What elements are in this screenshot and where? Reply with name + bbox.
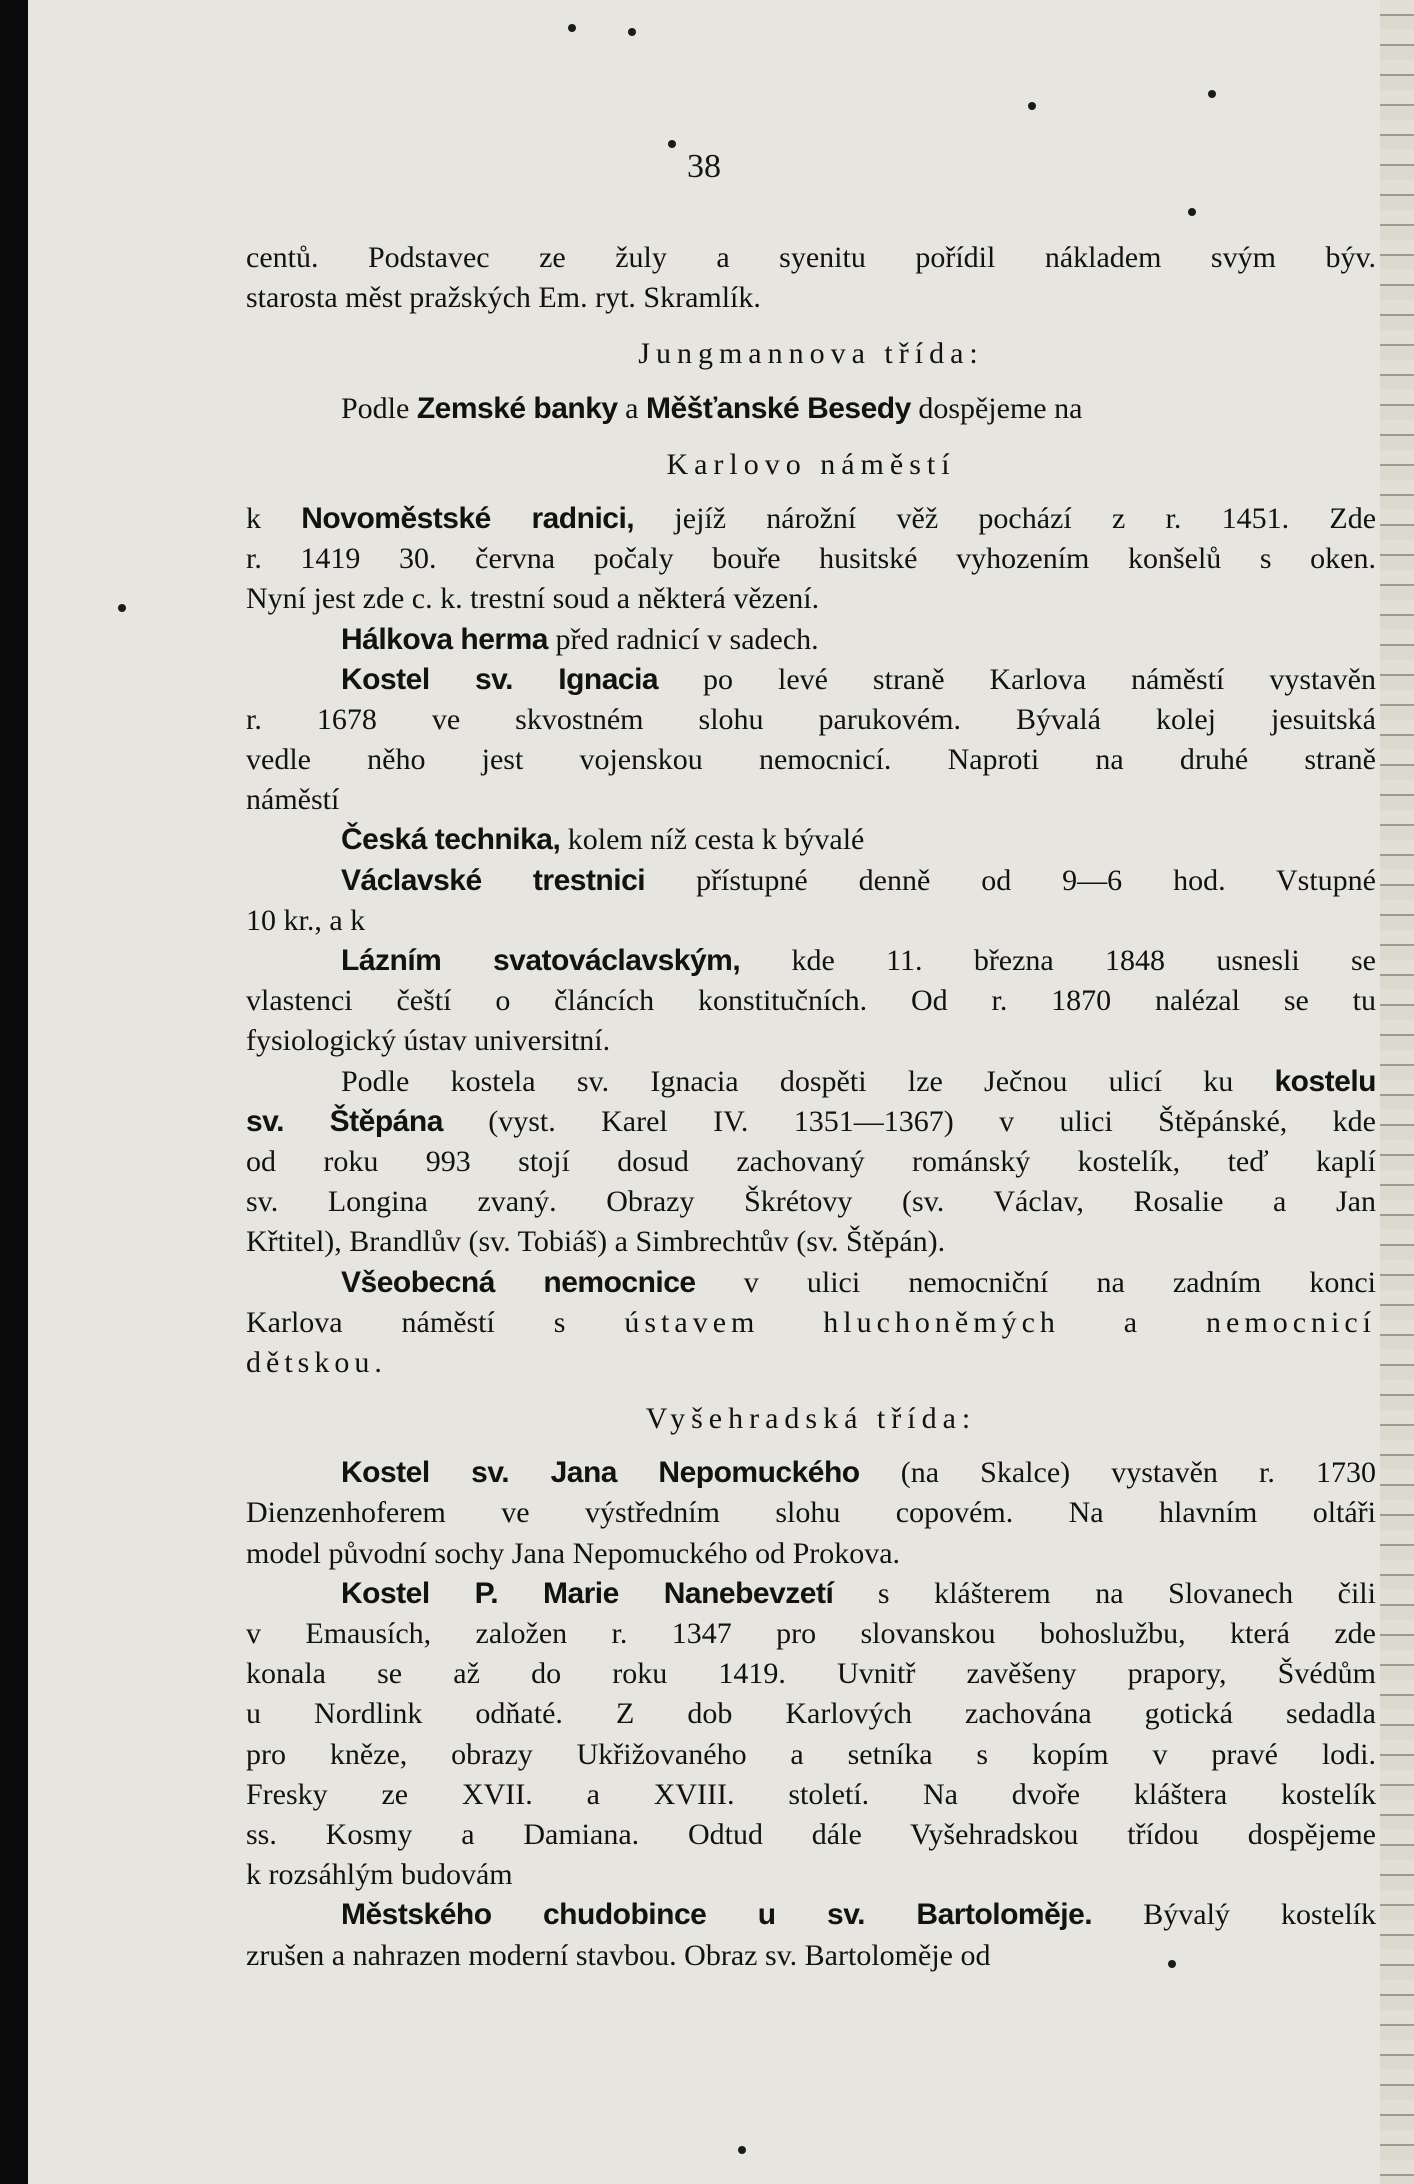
- text-line: [246, 1021, 1376, 1061]
- bold-term: Novoměstské radnici,: [301, 501, 635, 535]
- text-run: 10 kr., a k: [246, 903, 366, 937]
- text-line: [246, 1574, 1376, 1614]
- bold-term: sv. Štěpána: [246, 1104, 443, 1138]
- text-run: centů. Podstavec ze žuly a syenitu pořídil nákladem svým býv.: [246, 241, 1376, 274]
- text-line: [246, 539, 1376, 579]
- text-line: [246, 1182, 1376, 1222]
- text-run: k rozsáhlým budovám: [246, 1858, 513, 1892]
- page-text: [246, 238, 1376, 1976]
- scan-speck: [118, 604, 126, 612]
- text-run: Karlova náměstí s: [246, 1305, 625, 1339]
- text-line: [246, 1343, 1376, 1383]
- scan-speck: [1168, 1960, 1176, 1968]
- text-line: [246, 700, 1376, 740]
- text-run: r. 1419 30. června počaly bouře husitské vyhozením konšelů s oken.: [246, 542, 1376, 576]
- text-run: r. 1678 ve skvostném slohu parukovém. Bývalá kolej jesuitská: [246, 702, 1376, 736]
- text-line: [246, 499, 1376, 539]
- text-line: [246, 1936, 1376, 1976]
- text-line: [246, 1735, 1376, 1775]
- bold-term: Zemské banky: [416, 391, 618, 425]
- text-line: [246, 660, 1376, 700]
- bold-term: Václavské trestnici: [341, 863, 646, 897]
- text-run: ústavem hluchoněmých a nemocnicí: [624, 1305, 1376, 1339]
- text-run: starosta měst pražských Em. ryt. Skramlík.: [246, 281, 761, 315]
- text-run: vedle něho jest vojenskou nemocnicí. Naproti na druhé straně: [246, 743, 1376, 777]
- text-line: [246, 941, 1376, 981]
- scan-speck: [668, 140, 676, 148]
- text-run: jejíž nárožní věž pochází z r. 1451. Zde: [634, 501, 1376, 535]
- text-line: [246, 1263, 1376, 1303]
- text-run: sv. Longina zvaný. Obrazy Škrétovy (sv. Václav, Rosalie a Jan: [246, 1185, 1376, 1219]
- paragraph: [246, 820, 1376, 860]
- text-run: náměstí: [246, 783, 340, 817]
- text-line: [246, 740, 1376, 780]
- text-run: dětskou.: [246, 1345, 387, 1379]
- bold-term: Kostel sv. Ignacia: [341, 662, 659, 696]
- text-run: (na Skalce) vystavěn r. 1730: [859, 1456, 1376, 1490]
- bold-term: Všeobecná nemocnice: [341, 1265, 696, 1299]
- text-line: [246, 1775, 1376, 1815]
- section-heading: Vyšehradská třída:: [645, 1402, 977, 1436]
- paragraph: [246, 1062, 1376, 1263]
- paragraph: [246, 1263, 1376, 1384]
- text-line: [246, 1222, 1376, 1262]
- text-run: ss. Kosmy a Damiana. Odtud dále Vyšehradskou třídou dospějeme: [246, 1817, 1376, 1851]
- text-line: [246, 620, 1376, 660]
- text-run: fysiologický ústav universitní.: [246, 1024, 611, 1058]
- text-line: [246, 820, 1376, 860]
- text-line: [246, 278, 1376, 318]
- page-edge: [1380, 0, 1414, 2184]
- text-run: (vyst. Karel IV. 1351—1367) v ulici Štěpánské, kde: [442, 1104, 1376, 1138]
- text-run: kolem níž cesta k bývalé: [560, 823, 865, 857]
- bold-term: Kostel sv. Jana Nepomuckého: [341, 1456, 860, 1490]
- text-line: [246, 901, 1376, 941]
- text-line: [246, 1453, 1376, 1493]
- text-line: [246, 1614, 1376, 1654]
- book-page: [28, 0, 1380, 2184]
- text-line: [246, 981, 1376, 1021]
- text-line: [246, 780, 1376, 820]
- paragraph: [246, 620, 1376, 660]
- text-run: Nyní jest zde c. k. trestní soud a některá vězení.: [246, 582, 820, 616]
- paragraph: [246, 499, 1376, 620]
- text-run: kde 11. března 1848 usnesli se: [740, 944, 1376, 977]
- text-run: přístupné denně od 9—6 hod. Vstupné: [645, 863, 1376, 897]
- bold-term: Měšťanské Besedy: [645, 391, 911, 425]
- text-run: Podle kostela sv. Ignacia dospěti lze Ječnou ulicí ku: [341, 1064, 1275, 1098]
- text-run: po levé straně Karlova náměstí vystavěn: [658, 662, 1376, 696]
- paragraph: [246, 861, 1376, 941]
- bold-term: Městského chudobince u sv. Bartoloměje.: [341, 1898, 1093, 1932]
- text-line: [246, 1493, 1376, 1533]
- text-run: konala se až do roku 1419. Uvnitř zavěšeny prapory, Švédům: [246, 1657, 1376, 1691]
- paragraph: [246, 941, 1376, 1062]
- text-run: před radnicí v sadech.: [547, 622, 819, 656]
- text-run: pro kněze, obrazy Ukřižovaného a setníka s kopím v pravé lodi.: [246, 1737, 1376, 1771]
- text-line: [246, 861, 1376, 901]
- text-line: [246, 1303, 1376, 1343]
- text-run: model původní sochy Jana Nepomuckého od Prokova.: [246, 1536, 901, 1570]
- text-line: [246, 1694, 1376, 1734]
- bold-term: Lázním svatováclavským,: [341, 944, 741, 977]
- paragraph: [246, 1453, 1376, 1574]
- text-run: dospějeme na: [910, 391, 1083, 425]
- text-run: v ulici nemocniční na zadním konci: [695, 1265, 1376, 1299]
- section-heading: Karlovo náměstí: [666, 447, 956, 481]
- text-line: [246, 1102, 1376, 1142]
- bold-term: Kostel P. Marie Nanebevzetí: [341, 1576, 834, 1610]
- paragraph: [246, 238, 1376, 318]
- bold-term: kostelu: [1274, 1064, 1376, 1098]
- scan-speck: [1188, 208, 1196, 216]
- paragraph: [246, 660, 1376, 821]
- text-run: Podle: [341, 391, 417, 425]
- text-run: Bývalý kostelík: [1092, 1898, 1376, 1932]
- text-run: u Nordlink odňaté. Z dob Karlových zachována gotická sedadla: [246, 1697, 1376, 1731]
- text-line: [246, 1142, 1376, 1182]
- text-line: [246, 238, 1376, 278]
- text-run: od roku 993 stojí dosud zachovaný románský kostelík, teď kaplí: [246, 1144, 1376, 1178]
- text-line: [246, 579, 1376, 619]
- text-run: Fresky ze XVII. a XVIII. století. Na dvoře kláštera kostelík: [246, 1777, 1376, 1811]
- text-line: [246, 1534, 1376, 1574]
- text-line: [246, 1062, 1376, 1102]
- text-run: vlastenci čeští o článcích konstitučních. Od r. 1870 nalézal se tu: [246, 984, 1376, 1018]
- page-number: 38: [687, 148, 721, 185]
- text-run: v Emausích, založen r. 1347 pro slovanskou bohoslužbu, která zde: [246, 1617, 1376, 1650]
- bold-term: Hálkova herma: [341, 622, 548, 656]
- paragraph: [246, 389, 1376, 429]
- section-heading: Jungmannova třída:: [638, 337, 984, 371]
- text-run: zrušen a nahrazen moderní stavbou. Obraz sv. Bartoloměje od: [246, 1938, 991, 1972]
- scan-speck: [628, 28, 636, 36]
- paragraph: [246, 1574, 1376, 1896]
- text-line: [246, 1855, 1376, 1895]
- scan-speck: [738, 2146, 746, 2154]
- text-run: a: [617, 391, 646, 425]
- text-line: [246, 1815, 1376, 1855]
- text-run: k: [246, 501, 302, 535]
- paragraph: [246, 1895, 1376, 1975]
- scan-speck: [568, 24, 576, 32]
- text-line: [246, 1654, 1376, 1694]
- text-run: s klášterem na Slovanech čili: [833, 1576, 1376, 1610]
- text-run: Křtitel), Brandlův (sv. Tobiáš) a Simbrechtův (sv. Štěpán).: [246, 1225, 946, 1259]
- text-run: Dienzenhoferem ve výstředním slohu copovém. Na hlavním oltáři: [246, 1496, 1376, 1530]
- scan-speck: [1028, 102, 1036, 110]
- scan-speck: [1208, 90, 1216, 98]
- text-line: [246, 1895, 1376, 1935]
- text-line: [246, 389, 1376, 429]
- bold-term: Česká technika,: [341, 823, 561, 857]
